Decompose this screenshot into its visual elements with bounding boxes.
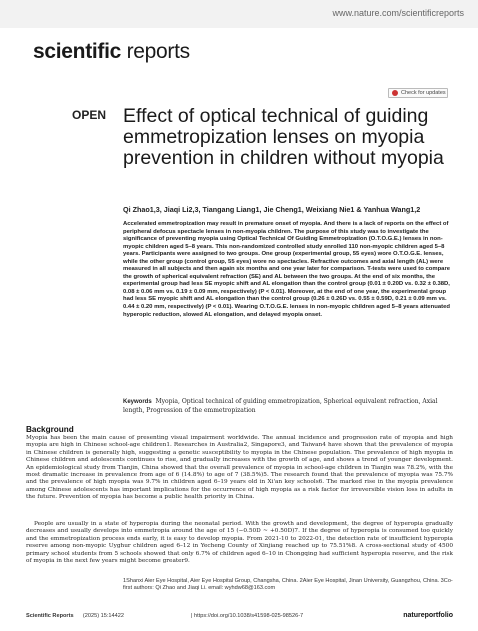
author-list[interactable]: Qi Zhao1,3, Jiaqi Li2,3, Tiangang Liang1, Jie Cheng1, Weixiang Nie1 & Yanhua Wang1,2 — [123, 205, 421, 214]
affiliations: 1Shanxi Aier Eye Hospital, Aier Eye Hospital Group, Changsha, China. 2Aier Eye Hospital, Jinan University, Guangzhou, China. 3Co-first authors: Qi Zhao and Jiaqi Li. email: wyhdw68@163.com — [123, 578, 453, 591]
footer-volume: (2025) 15:14422 — [82, 613, 124, 619]
top-bar — [0, 0, 478, 28]
section-heading-background: Background — [26, 425, 74, 434]
footer-citation — [26, 613, 124, 619]
journal-logo — [33, 40, 190, 64]
logo-light: reports — [126, 40, 190, 63]
check-updates-button[interactable] — [388, 88, 448, 98]
keywords-label: Keywords — [123, 399, 152, 405]
logo-bold: scientific — [33, 40, 122, 63]
keywords-text: Myopia, Optical technical of guiding emmetropization, Spherical equivalent refraction, Axial length, Progression of the emmetropization — [123, 398, 438, 414]
article-title: Effect of optical technical of guiding emmetropization lenses on myopia prevention in children without myopia — [123, 105, 444, 169]
open-access-label: OPEN — [72, 108, 107, 122]
crossmark-icon — [392, 90, 398, 96]
footer-journal: Scientific Reports — [26, 613, 74, 619]
page-footer — [26, 613, 453, 623]
check-updates-label: Check for updates — [401, 90, 446, 96]
body-paragraph-1: Myopia has been the main cause of presenting visual impairment worldwide. The annual incidence and progression rate of myopia and high myopia are high in Chinese school-age children1. Researches in Australia2, Singapore3, and Taiwan4 have shown that the prevalence of myopia in Chinese children is generally high, suggesting a genetic susceptibility to myopia in the Chinese population. The prevalence of high myopia in Chinese children and adolescents continues to rise, and gradually increases with the growth of age, and shows a trend of younger development. An epidemiological study from Tianjin, China showed that the overall prevalence of myopia in school-age children in Tianjin was 78.2%, with the most dramatic increase in prevalence from age of 6 (14.8%) to age of 7 (38.5%)5. The research found that the prevalence of myopia was 75.7% and the prevalence of high myopia was 9.7% in children aged 6–19 years old in Xi'an key schools6. The marked rise in the myopia prevalence among Chinese adolescents has important implications for the occurrence of high myopia as a risk factor for irreversible vision loss in adults in the future. Prevention of myopia has become a public health priority in China. — [26, 435, 453, 501]
publisher-logo: natureportfolio — [403, 612, 453, 619]
body-paragraph-2: People are usually in a state of hyperopia during the neonatal period. With the growth and development, the degree of hyperopia gradually decreases and usually develops into emmetropia around the age of 15 (−0.50D ~ +0.50D)7. If the degree of hyperopia is consumed too quickly and the emmetropization process ends early, it is easy to develop myopia. From 2021-10 to 2022-01, the detection rate of insufficient hyperopia reserve among non-myopic Uyghur children aged 6–12 in Yecheng County of Xinjiang reached up to 75.51%8. A cross-sectional study of 4500 primary school students from 5 schools showed that only 6.7% of children aged 6–10 in Chongqing had sufficient hyperopia reserve, and the risk of myopia in the next few years might become greater9. — [26, 521, 453, 565]
keywords — [123, 398, 453, 414]
footer-doi[interactable]: | https://doi.org/10.1038/s41598-025-98526-7 — [191, 613, 304, 619]
journal-url[interactable]: www.nature.com/scientificreports — [332, 8, 464, 18]
abstract: Accelerated emmetropization may result in premature onset of myopia. And there is a lack of reports on the effect of peripheral defocus spectacle lenses in non-myopia children. The purpose of this study was to investigate the significance of preventing myopia using Optical Technical Of Guiding Emmetropization (O.T.O.G.E.) lenses in non-myopic children aged 5–8 years. This non-randomized controlled study enrolled 110 non-myopic children aged 5–8 years. Participants were assigned to two groups. One group (experimental group, 55 eyes) wore O.T.O.G.E. lenses, while the other group (control group, 55 eyes) wore no spectacles. Refractive outcomes and axial length (AL) were measured in all subjects and then again six months and one year later for comparison. T-tests were used to compare the growth of spherical equivalent refraction (SE) and AL between the two groups. At the end of six months, the experimental group had less SE myopic shift and AL elongation than the control group (0.01 ± 0.20D vs. 0.32 ± 0.38D, 0.08 ± 0.06 mm vs. 0.19 ± 0.09 mm, respectively) (P < 0.01). Moreover, at the end of one year, the experimental group had less SE myopic shift and AL elongation than the control group (0.26 ± 0.26D vs. 0.55 ± 0.59D, 0.21 ± 0.09 mm vs. 0.44 ± 0.20 mm, respectively) (P < 0.01). Wearing O.T.O.G.E. lenses in non-myopic children aged 5–8 years attenuated hyperopic reduction, slowed AL elongation, and delayed myopia onset. — [123, 221, 451, 318]
